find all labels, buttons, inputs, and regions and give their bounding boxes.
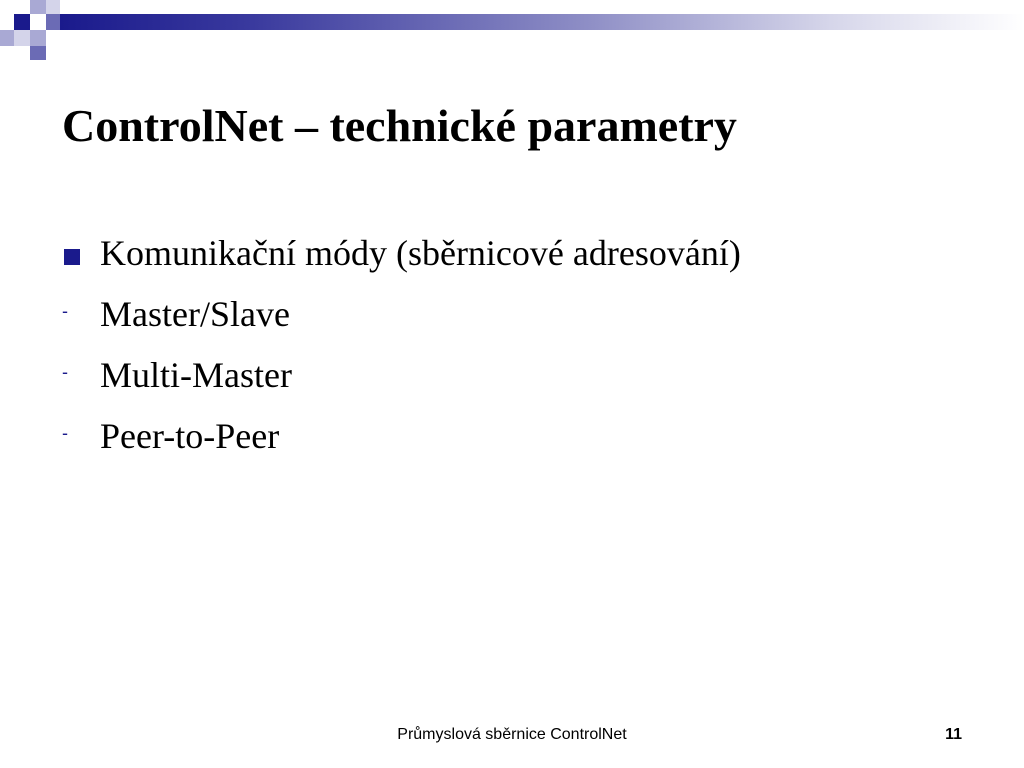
bullet-marker [62,411,100,461]
page-number: 11 [945,726,962,743]
dash-bullet-icon: - [62,301,68,321]
decor-square [0,30,14,46]
decor-square [30,46,46,60]
list-item [62,350,962,411]
list-item [62,289,962,350]
list-item [62,411,962,472]
list-item-text: Multi-Master [100,355,292,395]
list-item-text: Peer-to-Peer [100,416,280,456]
bullet-marker [62,228,100,278]
decor-square [46,0,60,14]
list-item-text: Master/Slave [100,294,290,334]
bullet-marker [62,289,100,339]
decor-square [46,14,60,30]
slide-title: ControlNet – technické parametry [62,100,737,151]
header-gradient-band [60,14,1024,30]
square-bullet-icon [64,249,80,265]
decor-square [30,0,46,14]
decor-square [30,30,46,46]
dash-bullet-icon: - [62,423,68,443]
footer-text: Průmyslová sběrnice ControlNet [397,726,627,743]
bullet-list [62,228,962,472]
dash-bullet-icon: - [62,362,68,382]
decor-square [14,30,30,46]
bullet-marker [62,350,100,400]
decor-square [14,14,30,30]
list-item-text: Komunikační módy (sběrnicové adresování) [100,233,741,273]
list-item [62,228,962,289]
